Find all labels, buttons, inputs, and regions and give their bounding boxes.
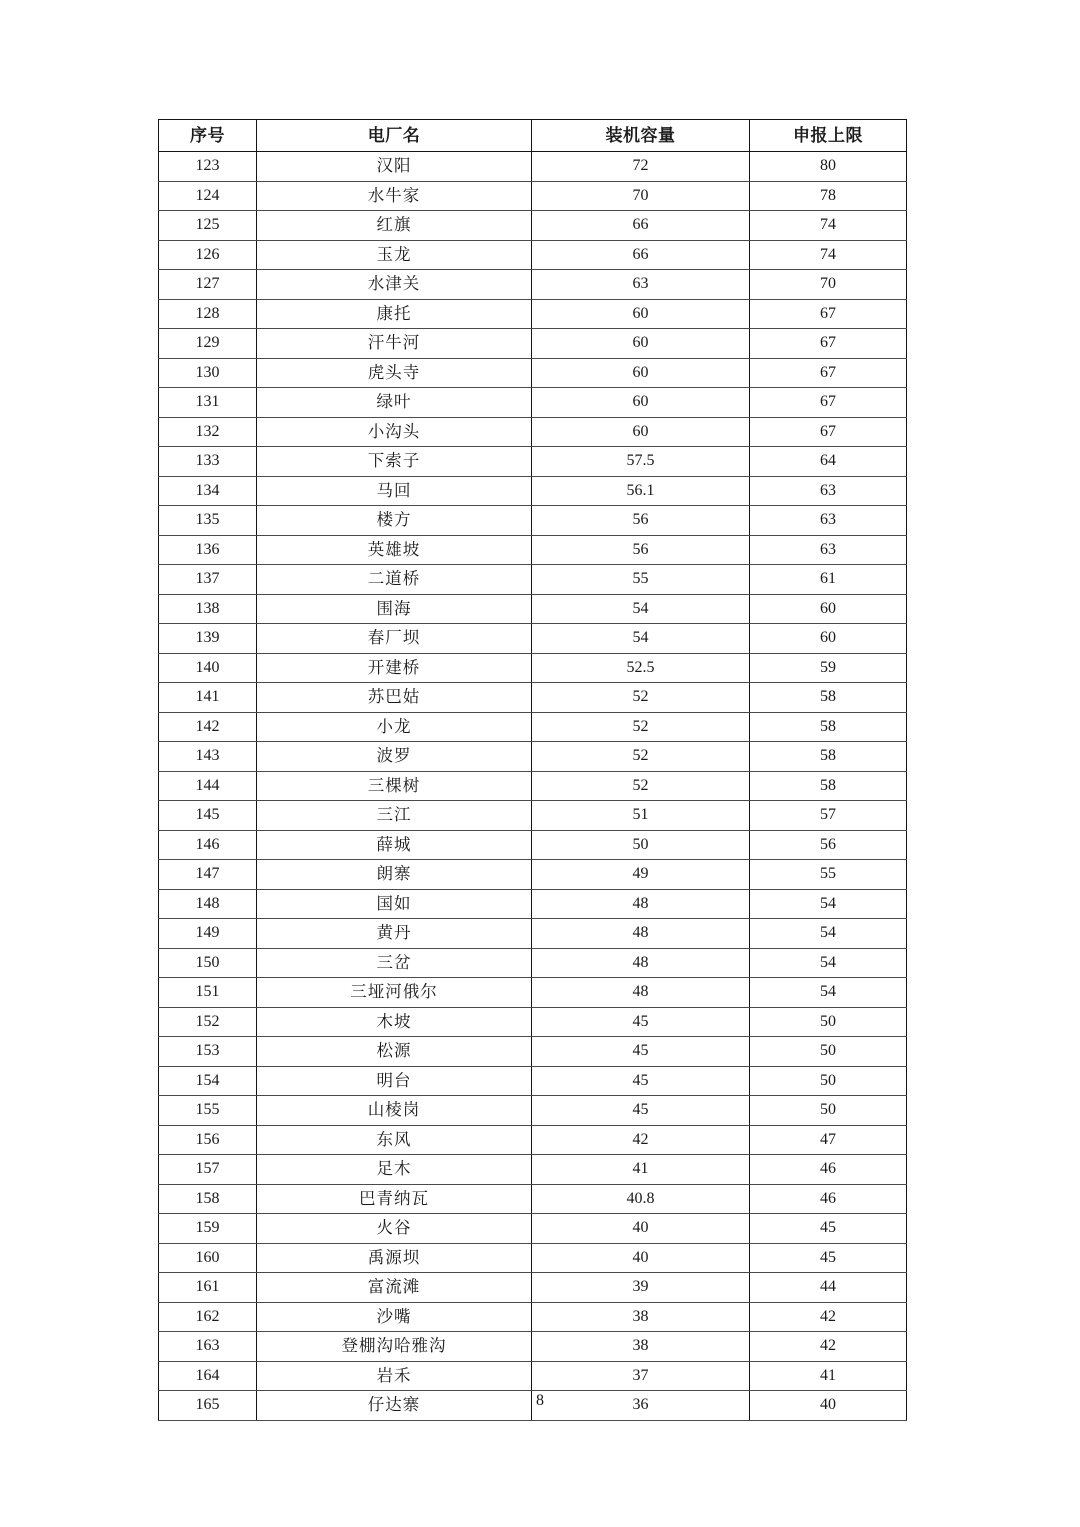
- cell-installed-capacity: 40.8: [532, 1184, 750, 1214]
- table-row: [159, 240, 907, 270]
- cell-plant-name: 小沟头: [257, 417, 532, 447]
- cell-index: 156: [159, 1125, 257, 1155]
- cell-declared-upper-limit: 50: [750, 1096, 907, 1126]
- cell-index: 140: [159, 653, 257, 683]
- cell-plant-name: 火谷: [257, 1214, 532, 1244]
- table-row: [159, 476, 907, 506]
- table-row: [159, 830, 907, 860]
- table-row: [159, 712, 907, 742]
- table-header: [159, 120, 907, 152]
- cell-declared-upper-limit: 54: [750, 889, 907, 919]
- cell-index: 147: [159, 860, 257, 890]
- cell-index: 148: [159, 889, 257, 919]
- capacity-table: [158, 119, 907, 1421]
- cell-declared-upper-limit: 64: [750, 447, 907, 477]
- cell-installed-capacity: 50: [532, 830, 750, 860]
- table-row: [159, 594, 907, 624]
- cell-declared-upper-limit: 54: [750, 919, 907, 949]
- cell-index: 151: [159, 978, 257, 1008]
- cell-installed-capacity: 45: [532, 1037, 750, 1067]
- cell-installed-capacity: 56.1: [532, 476, 750, 506]
- cell-declared-upper-limit: 60: [750, 594, 907, 624]
- cell-index: 145: [159, 801, 257, 831]
- cell-index: 127: [159, 270, 257, 300]
- cell-plant-name: 禹源坝: [257, 1243, 532, 1273]
- cell-index: 131: [159, 388, 257, 418]
- cell-installed-capacity: 54: [532, 624, 750, 654]
- cell-plant-name: 楼方: [257, 506, 532, 536]
- table-row: [159, 447, 907, 477]
- cell-declared-upper-limit: 58: [750, 683, 907, 713]
- cell-index: 162: [159, 1302, 257, 1332]
- cell-index: 136: [159, 535, 257, 565]
- column-header-index: 序号: [159, 120, 257, 152]
- cell-plant-name: 汉阳: [257, 152, 532, 182]
- cell-declared-upper-limit: 55: [750, 860, 907, 890]
- cell-index: 154: [159, 1066, 257, 1096]
- cell-declared-upper-limit: 80: [750, 152, 907, 182]
- cell-plant-name: 薛城: [257, 830, 532, 860]
- cell-installed-capacity: 60: [532, 388, 750, 418]
- table-header-row: [159, 120, 907, 152]
- cell-plant-name: 三垭河俄尔: [257, 978, 532, 1008]
- cell-index: 150: [159, 948, 257, 978]
- table-row: [159, 1361, 907, 1391]
- cell-index: 157: [159, 1155, 257, 1185]
- cell-installed-capacity: 37: [532, 1361, 750, 1391]
- cell-declared-upper-limit: 59: [750, 653, 907, 683]
- cell-plant-name: 登棚沟哈雅沟: [257, 1332, 532, 1362]
- cell-installed-capacity: 39: [532, 1273, 750, 1303]
- cell-declared-upper-limit: 78: [750, 181, 907, 211]
- cell-installed-capacity: 57.5: [532, 447, 750, 477]
- cell-installed-capacity: 40: [532, 1243, 750, 1273]
- cell-installed-capacity: 54: [532, 594, 750, 624]
- cell-declared-upper-limit: 54: [750, 948, 907, 978]
- cell-index: 159: [159, 1214, 257, 1244]
- cell-installed-capacity: 52: [532, 771, 750, 801]
- cell-declared-upper-limit: 46: [750, 1184, 907, 1214]
- cell-index: 126: [159, 240, 257, 270]
- page-number: 8: [536, 1392, 544, 1409]
- table-row: [159, 388, 907, 418]
- table-row: [159, 948, 907, 978]
- table-row: [159, 1066, 907, 1096]
- table-row: [159, 329, 907, 359]
- table-row: [159, 565, 907, 595]
- cell-plant-name: 水牛家: [257, 181, 532, 211]
- cell-index: 153: [159, 1037, 257, 1067]
- cell-index: 139: [159, 624, 257, 654]
- cell-declared-upper-limit: 60: [750, 624, 907, 654]
- cell-index: 132: [159, 417, 257, 447]
- table-row: [159, 1125, 907, 1155]
- cell-index: 128: [159, 299, 257, 329]
- cell-plant-name: 马回: [257, 476, 532, 506]
- cell-declared-upper-limit: 67: [750, 299, 907, 329]
- cell-declared-upper-limit: 70: [750, 270, 907, 300]
- cell-installed-capacity: 45: [532, 1066, 750, 1096]
- table-row: [159, 1243, 907, 1273]
- table-row: [159, 1155, 907, 1185]
- cell-plant-name: 苏巴姑: [257, 683, 532, 713]
- cell-declared-upper-limit: 67: [750, 388, 907, 418]
- cell-installed-capacity: 72: [532, 152, 750, 182]
- cell-declared-upper-limit: 58: [750, 742, 907, 772]
- cell-plant-name: 波罗: [257, 742, 532, 772]
- cell-installed-capacity: 48: [532, 978, 750, 1008]
- table-row: [159, 358, 907, 388]
- cell-declared-upper-limit: 50: [750, 1066, 907, 1096]
- cell-declared-upper-limit: 67: [750, 358, 907, 388]
- cell-index: 158: [159, 1184, 257, 1214]
- cell-installed-capacity: 38: [532, 1332, 750, 1362]
- cell-installed-capacity: 52: [532, 712, 750, 742]
- cell-index: 146: [159, 830, 257, 860]
- cell-plant-name: 春厂坝: [257, 624, 532, 654]
- cell-declared-upper-limit: 58: [750, 712, 907, 742]
- cell-plant-name: 开建桥: [257, 653, 532, 683]
- cell-installed-capacity: 70: [532, 181, 750, 211]
- cell-declared-upper-limit: 50: [750, 1007, 907, 1037]
- cell-declared-upper-limit: 74: [750, 240, 907, 270]
- table-row: [159, 506, 907, 536]
- cell-plant-name: 小龙: [257, 712, 532, 742]
- cell-index: 149: [159, 919, 257, 949]
- cell-plant-name: 三棵树: [257, 771, 532, 801]
- cell-installed-capacity: 51: [532, 801, 750, 831]
- table-row: [159, 1007, 907, 1037]
- cell-declared-upper-limit: 56: [750, 830, 907, 860]
- column-header-installed-capacity: 装机容量: [532, 120, 750, 152]
- cell-declared-upper-limit: 58: [750, 771, 907, 801]
- cell-plant-name: 二道桥: [257, 565, 532, 595]
- cell-installed-capacity: 60: [532, 417, 750, 447]
- cell-plant-name: 下索子: [257, 447, 532, 477]
- cell-plant-name: 足木: [257, 1155, 532, 1185]
- cell-index: 143: [159, 742, 257, 772]
- cell-plant-name: 玉龙: [257, 240, 532, 270]
- cell-index: 130: [159, 358, 257, 388]
- cell-plant-name: 朗寨: [257, 860, 532, 890]
- cell-plant-name: 康托: [257, 299, 532, 329]
- cell-installed-capacity: 48: [532, 889, 750, 919]
- cell-plant-name: 三岔: [257, 948, 532, 978]
- cell-plant-name: 三江: [257, 801, 532, 831]
- cell-plant-name: 英雄坡: [257, 535, 532, 565]
- cell-index: 160: [159, 1243, 257, 1273]
- cell-installed-capacity: 49: [532, 860, 750, 890]
- cell-index: 133: [159, 447, 257, 477]
- table-row: [159, 889, 907, 919]
- cell-declared-upper-limit: 61: [750, 565, 907, 595]
- cell-index: 125: [159, 211, 257, 241]
- cell-index: 135: [159, 506, 257, 536]
- cell-installed-capacity: 48: [532, 948, 750, 978]
- cell-declared-upper-limit: 45: [750, 1243, 907, 1273]
- cell-installed-capacity: 60: [532, 358, 750, 388]
- table-row: [159, 1184, 907, 1214]
- cell-plant-name: 木坡: [257, 1007, 532, 1037]
- cell-installed-capacity: 48: [532, 919, 750, 949]
- cell-installed-capacity: 41: [532, 1155, 750, 1185]
- table-row: [159, 801, 907, 831]
- cell-installed-capacity: 52.5: [532, 653, 750, 683]
- table-row: [159, 181, 907, 211]
- cell-index: 141: [159, 683, 257, 713]
- cell-declared-upper-limit: 63: [750, 535, 907, 565]
- cell-plant-name: 岩禾: [257, 1361, 532, 1391]
- cell-index: 142: [159, 712, 257, 742]
- cell-installed-capacity: 42: [532, 1125, 750, 1155]
- cell-declared-upper-limit: 67: [750, 417, 907, 447]
- cell-declared-upper-limit: 67: [750, 329, 907, 359]
- table-row: [159, 535, 907, 565]
- cell-installed-capacity: 56: [532, 506, 750, 536]
- table-row: [159, 624, 907, 654]
- cell-declared-upper-limit: 40: [750, 1391, 907, 1421]
- cell-index: 155: [159, 1096, 257, 1126]
- cell-index: 144: [159, 771, 257, 801]
- cell-plant-name: 山棱岗: [257, 1096, 532, 1126]
- cell-declared-upper-limit: 42: [750, 1302, 907, 1332]
- table-row: [159, 1214, 907, 1244]
- cell-installed-capacity: 60: [532, 299, 750, 329]
- cell-installed-capacity: 63: [532, 270, 750, 300]
- table-row: [159, 1332, 907, 1362]
- table-row: [159, 1037, 907, 1067]
- cell-declared-upper-limit: 74: [750, 211, 907, 241]
- cell-installed-capacity: 56: [532, 535, 750, 565]
- table-row: [159, 152, 907, 182]
- cell-declared-upper-limit: 50: [750, 1037, 907, 1067]
- table-row: [159, 270, 907, 300]
- cell-index: 123: [159, 152, 257, 182]
- cell-plant-name: 虎头寺: [257, 358, 532, 388]
- cell-index: 164: [159, 1361, 257, 1391]
- table-row: [159, 860, 907, 890]
- cell-plant-name: 巴青纳瓦: [257, 1184, 532, 1214]
- cell-index: 152: [159, 1007, 257, 1037]
- cell-index: 134: [159, 476, 257, 506]
- cell-installed-capacity: 52: [532, 742, 750, 772]
- column-header-declared-upper-limit: 申报上限: [750, 120, 907, 152]
- cell-installed-capacity: 45: [532, 1007, 750, 1037]
- cell-declared-upper-limit: 54: [750, 978, 907, 1008]
- cell-installed-capacity: 45: [532, 1096, 750, 1126]
- cell-declared-upper-limit: 45: [750, 1214, 907, 1244]
- table-row: [159, 1273, 907, 1303]
- table-row: [159, 771, 907, 801]
- cell-plant-name: 富流滩: [257, 1273, 532, 1303]
- table-body: [159, 152, 907, 1421]
- cell-installed-capacity: 40: [532, 1214, 750, 1244]
- cell-declared-upper-limit: 41: [750, 1361, 907, 1391]
- cell-plant-name: 水津关: [257, 270, 532, 300]
- column-header-plant-name: 电厂名: [257, 120, 532, 152]
- cell-plant-name: 东风: [257, 1125, 532, 1155]
- cell-declared-upper-limit: 63: [750, 506, 907, 536]
- cell-installed-capacity: 55: [532, 565, 750, 595]
- cell-declared-upper-limit: 63: [750, 476, 907, 506]
- table-row: [159, 653, 907, 683]
- cell-plant-name: 仔达寨: [257, 1391, 532, 1421]
- table-row: [159, 1096, 907, 1126]
- cell-installed-capacity: 36: [532, 1391, 750, 1421]
- table-row: [159, 211, 907, 241]
- cell-plant-name: 黄丹: [257, 919, 532, 949]
- table-row: [159, 978, 907, 1008]
- cell-installed-capacity: 38: [532, 1302, 750, 1332]
- cell-plant-name: 红旗: [257, 211, 532, 241]
- cell-index: 129: [159, 329, 257, 359]
- cell-installed-capacity: 52: [532, 683, 750, 713]
- cell-plant-name: 沙嘴: [257, 1302, 532, 1332]
- cell-plant-name: 汗牛河: [257, 329, 532, 359]
- cell-declared-upper-limit: 42: [750, 1332, 907, 1362]
- table-row: [159, 417, 907, 447]
- cell-plant-name: 国如: [257, 889, 532, 919]
- capacity-table-container: [158, 119, 906, 1421]
- cell-plant-name: 松源: [257, 1037, 532, 1067]
- cell-declared-upper-limit: 47: [750, 1125, 907, 1155]
- cell-index: 165: [159, 1391, 257, 1421]
- table-row: [159, 299, 907, 329]
- cell-index: 137: [159, 565, 257, 595]
- cell-plant-name: 绿叶: [257, 388, 532, 418]
- cell-plant-name: 围海: [257, 594, 532, 624]
- cell-installed-capacity: 60: [532, 329, 750, 359]
- cell-declared-upper-limit: 57: [750, 801, 907, 831]
- table-row: [159, 742, 907, 772]
- cell-plant-name: 明台: [257, 1066, 532, 1096]
- table-row: [159, 683, 907, 713]
- cell-declared-upper-limit: 46: [750, 1155, 907, 1185]
- cell-index: 138: [159, 594, 257, 624]
- cell-index: 124: [159, 181, 257, 211]
- cell-declared-upper-limit: 44: [750, 1273, 907, 1303]
- cell-index: 161: [159, 1273, 257, 1303]
- cell-index: 163: [159, 1332, 257, 1362]
- table-row: [159, 919, 907, 949]
- cell-installed-capacity: 66: [532, 211, 750, 241]
- cell-installed-capacity: 66: [532, 240, 750, 270]
- table-row: [159, 1302, 907, 1332]
